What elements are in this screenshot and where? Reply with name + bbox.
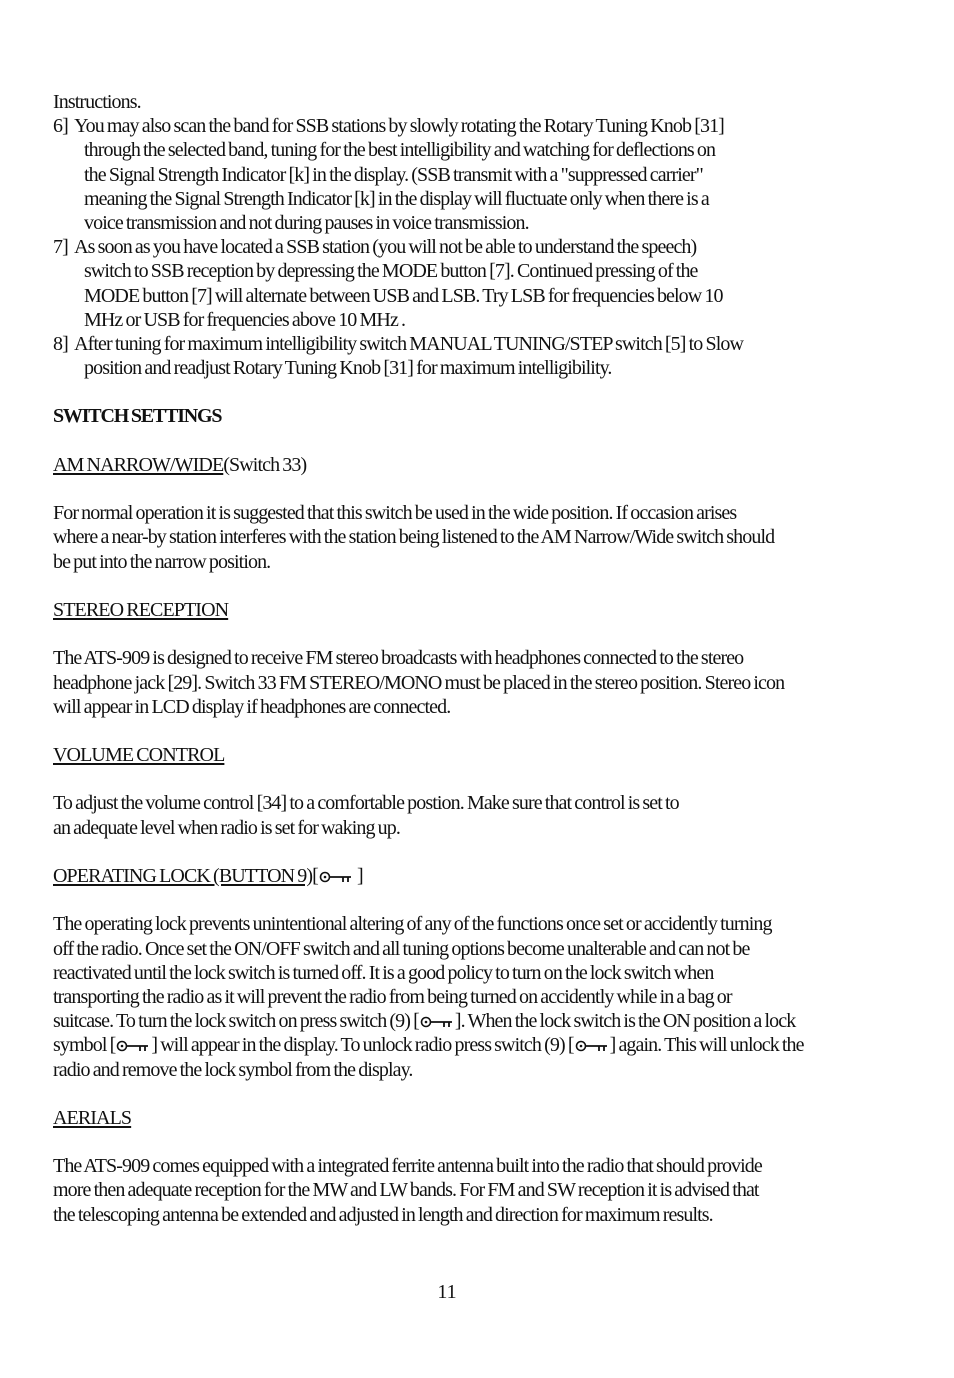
step-8-line-2: position and readjust Rotary Tuning Knob [31] for maximum intelligibility.	[84, 357, 612, 380]
volume-paragraph-line-2: an adequate level when radio is set for waking up.	[53, 816, 400, 839]
stereo-paragraph-line-2: headphone jack [29]. Switch 33 FM STEREO/MONO must be placed in the stereo position. Stereo icon	[53, 671, 785, 694]
step-6-line-5: voice transmission and not during pauses in voice transmission.	[84, 211, 529, 234]
lock-paragraph-line-4: transporting the radio as it will prevent the radio from being turned on accidently while in a bag or	[53, 985, 732, 1008]
lock-paragraph-line-1: The operating lock prevents unintentional altering of any of the functions once set or accidently turning	[53, 913, 772, 936]
step-6-line-2: through the selected band, tuning for the best intelligibility and watching for deflections on	[84, 139, 716, 162]
am-paragraph-line-1: For normal operation it is suggested that this switch be used in the wide position. If occasion arises	[53, 502, 737, 525]
step-8-line-1: 8] After tuning for maximum intelligibility switch MANUAL TUNING/STEP switch [5] to Slow	[53, 332, 744, 355]
key-icon	[319, 871, 353, 883]
step-7-line-3: MODE button [7] will alternate between USB and LSB. Try LSB for frequencies below 10	[84, 284, 723, 307]
page-number: 11	[437, 1281, 457, 1303]
subheading-am-narrow-wide: AM NARROW/WIDE(Switch 33)	[53, 453, 307, 476]
lock-paragraph-line-6: symbol [ ] will appear in the display. To unlock radio press switch (9) [ ] again. This will unlock the	[53, 1034, 804, 1057]
aerials-paragraph-line-2: more then adequate reception for the MW and LW bands. For FM and SW reception it is advised that	[53, 1179, 759, 1202]
am-paragraph-line-2: where a near-by station interferes with the station being listened to the AM Narrow/Wide switch should	[53, 526, 775, 549]
intro-text: Instructions.	[53, 91, 141, 113]
key-icon	[575, 1040, 609, 1052]
document-page	[53, 90, 903, 1227]
aerials-paragraph-line-1: The ATS-909 comes equipped with a integrated ferrite antenna built into the radio that should provide	[53, 1155, 762, 1178]
lock-paragraph-line-3: reactivated until the lock switch is turned off. It is a good policy to turn on the lock switch when	[53, 961, 714, 984]
step-7-line-4: MHz or USB for frequencies above 10 MHz .	[84, 308, 406, 331]
aerials-paragraph-line-3: the telescoping antenna be extended and adjusted in length and direction for maximum results.	[53, 1203, 713, 1226]
step-7-line-1: 7] As soon as you have located a SSB station (you will not be able to understand the speech)	[53, 236, 697, 259]
stereo-paragraph-line-1: The ATS-909 is designed to receive FM stereo broadcasts with headphones connected to the stereo	[53, 647, 744, 670]
key-icon	[116, 1040, 150, 1052]
step-7-line-2: switch to SSB reception by depressing the MODE button [7]. Continued pressing of the	[84, 260, 698, 283]
lock-paragraph-line-5: suitcase. To turn the lock switch on press switch (9) [ ]. When the lock switch is the ON position a lock	[53, 1010, 796, 1033]
subheading-stereo-reception: STEREO RECEPTION	[53, 598, 229, 621]
am-paragraph-line-3: be put into the narrow position.	[53, 550, 271, 573]
step-6-line-4: meaning the Signal Strength Indicator [k] in the display will fluctuate only when there is a	[84, 187, 709, 210]
subheading-aerials: AERIALS	[53, 1106, 132, 1129]
stereo-paragraph-line-3: will appear in LCD display if headphones are connected.	[53, 695, 451, 718]
key-icon	[420, 1016, 454, 1028]
subheading-volume-control: VOLUME CONTROL	[53, 744, 225, 767]
lock-paragraph-line-7: radio and remove the lock symbol from the display.	[53, 1058, 413, 1081]
step-6-line-1: 6] You may also scan the band for SSB stations by slowly rotating the Rotary Tuning Knob [31]	[53, 115, 724, 138]
subheading-operating-lock: OPERATING LOCK (BUTTON 9)[ ]	[53, 865, 363, 887]
section-heading-switch-settings: SWITCH SETTINGS	[53, 405, 222, 428]
volume-paragraph-line-1: To adjust the volume control [34] to a comfortable postion. Make sure that control is set to	[53, 792, 679, 815]
step-6-line-3: the Signal Strength Indicator [k] in the display. (SSB transmit with a "suppressed carrier"	[84, 163, 703, 186]
lock-paragraph-line-2: off the radio. Once set the ON/OFF switch and all tuning options become unalterable and can not be	[53, 937, 750, 960]
